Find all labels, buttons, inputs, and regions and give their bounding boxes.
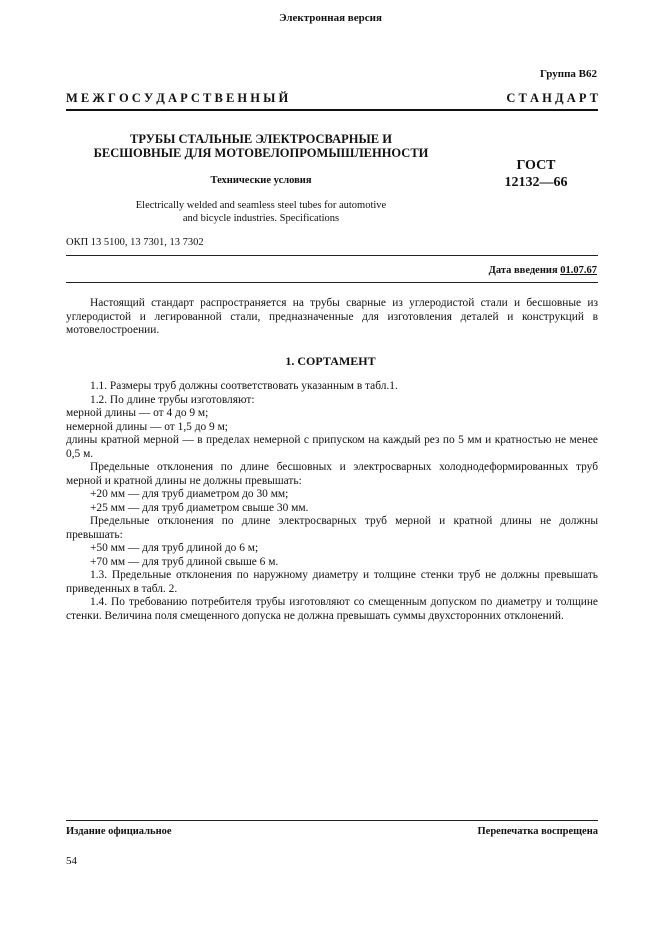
banner-right: С Т А Н Д А Р Т (506, 91, 598, 105)
paragraph: +20 мм — для труб диаметром до 30 мм; (90, 488, 289, 500)
effective-date-label: Дата введения (488, 265, 558, 276)
intro-paragraph (66, 297, 598, 338)
paragraph: 1.1. Размеры труб должны соответствовать указанным в табл.1. (90, 380, 398, 392)
title-line-1: ТРУБЫ СТАЛЬНЫЕ ЭЛЕКТРОСВАРНЫЕ И (130, 132, 392, 146)
paragraph: +50 мм — для труб длиной до 6 м; (90, 542, 259, 554)
paragraph: +25 мм — для труб диаметром свыше 30 мм. (90, 501, 309, 514)
gost-number: 12132—66 (504, 175, 568, 190)
group-code: Группа В62 (539, 68, 597, 80)
section-body (66, 380, 598, 623)
banner-left: М Е Ж Г О С У Д А Р С Т В Е Н Н Ы Й (66, 91, 289, 105)
paragraph: 1.3. Предельные отклонения по наружному диаметру и толщине стенки труб не должны превышать приведенных в табл. 2. (66, 569, 598, 595)
english-title-line-2: and bicycle industries. Specifications (182, 213, 340, 224)
paragraph: 1.4. По требованию потребителя трубы изготовляют со смещенным допуском по диаметру и толщине стенки. Величина поля смещенного допуска не должна превышать суммы двухсторонних отклонений. (66, 596, 598, 622)
interstate-standard-banner (66, 91, 598, 106)
document-subtitle: Технические условия (210, 175, 312, 186)
banner-divider (66, 109, 598, 111)
document-title (66, 132, 456, 160)
effective-date (489, 265, 597, 276)
paragraph: Предельные отклонения по длине бесшовных и электросварных холоднодеформированных труб мерной и кратной длины не должны превышать: (66, 461, 598, 487)
gost-designation (490, 157, 582, 191)
section-heading: 1. СОРТАМЕНТ (285, 354, 376, 368)
english-title (66, 199, 456, 225)
edition-label: Электронная версия (279, 12, 382, 24)
intro-text: Настоящий стандарт распространяется на трубы сварные из углеродистой стали и бесшовные из углеродистой и легированной стали, предназначенные для изготовления деталей и конструкций в мотовелостроении. (66, 297, 598, 336)
paragraph: немерной длины — от 1,5 до 9 м; (66, 420, 228, 433)
gost-label: ГОСТ (516, 158, 556, 173)
paragraph: Предельные отклонения по длине электросварных труб мерной и кратной длины не должны превышать: (66, 515, 598, 541)
okp-divider (66, 255, 598, 256)
reprint-prohibited-label: Перепечатка воспрещена (477, 826, 598, 837)
title-line-2: БЕСШОВНЫЕ ДЛЯ МОТОВЕЛОПРОМЫШЛЕННОСТИ (93, 146, 429, 160)
paragraph: мерной длины — от 4 до 9 м; (66, 407, 209, 419)
official-edition-label: Издание официальное (66, 826, 172, 837)
date-divider (66, 282, 598, 283)
paragraph: длины кратной мерной — в пределах немерной с припуском на каждый рез по 5 мм и кратностью не менее 0,5 м. (66, 434, 598, 460)
english-title-line-1: Electrically welded and seamless steel tubes for automotive (135, 200, 387, 211)
effective-date-value: 01.07.67 (560, 265, 597, 276)
okp-codes: ОКП 13 5100, 13 7301, 13 7302 (66, 237, 204, 248)
paragraph: +70 мм — для труб длиной свыше 6 м. (90, 555, 279, 568)
footer-divider (66, 820, 598, 821)
paragraph: 1.2. По длине трубы изготовляют: (90, 393, 255, 406)
page-number: 54 (66, 855, 77, 867)
